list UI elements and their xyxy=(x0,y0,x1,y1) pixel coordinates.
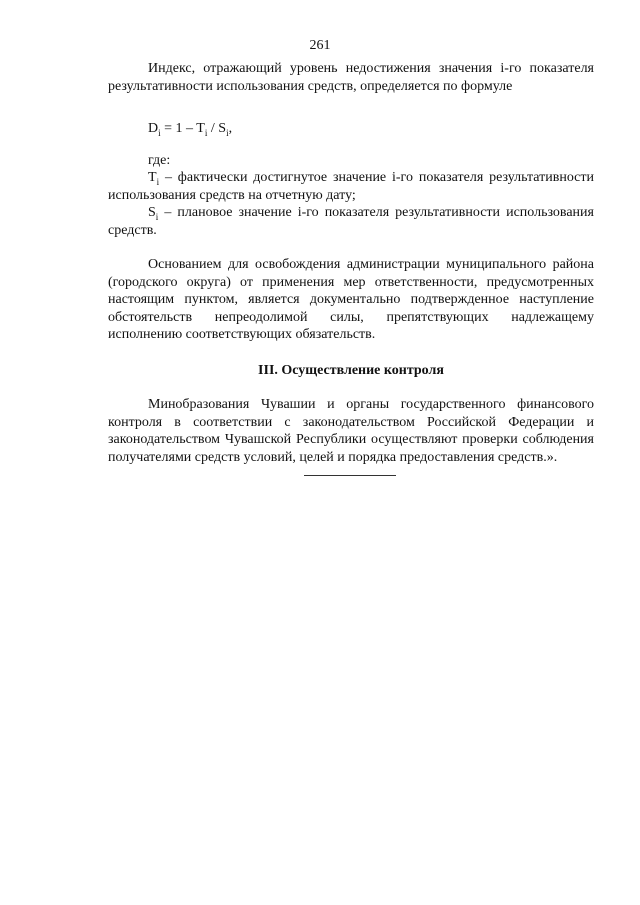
formula xyxy=(108,120,594,138)
formula-t: T xyxy=(196,121,205,136)
definition-t-sub: i xyxy=(156,176,160,187)
page-number: 261 xyxy=(309,38,331,53)
paragraph-index-definition: Индекс, отражающий уровень недостижения значения i-го показателя результативности использования средств, определяется по формуле xyxy=(108,61,594,94)
definition-t-symbol: T xyxy=(148,170,157,185)
paragraph-control: Минобразования Чувашии и органы государственного финансового контроля в соответствии с законодательством Российской Федерации и законодательством Чувашской Республики осуществляют проверки соблюдения получателями средств условий, целей и порядка предоставления средств.». xyxy=(108,397,594,465)
formula-tail: , xyxy=(228,121,233,136)
where-label: где: xyxy=(148,152,171,168)
formula-t-sub: i xyxy=(204,127,208,138)
formula-s-sub: i xyxy=(226,127,229,138)
formula-eq: = 1 – xyxy=(160,121,197,136)
formula-d-sub: i xyxy=(158,127,161,138)
section-heading: III. Осуществление контроля xyxy=(258,362,444,378)
formula-slash: / xyxy=(207,121,219,136)
formula-d: D xyxy=(148,121,159,136)
closing-divider xyxy=(304,475,396,476)
definition-t xyxy=(108,169,594,204)
definition-s xyxy=(108,204,594,239)
formula-s: S xyxy=(218,121,227,136)
definition-s-symbol: S xyxy=(148,205,156,220)
definition-s-sub: i xyxy=(155,211,159,222)
document-body xyxy=(108,60,594,466)
definition-s-text: – плановое значение i-го показателя результативности использования средств. xyxy=(108,205,594,238)
paragraph-basis: Основанием для освобождения администрации муниципального района (городского округа) от применения мер ответственности, предусмотренных настоящим пунктом, является документально подтвержденное наступление обстоятельств непреодолимой силы, препятствующих надлежащему исполнению соответствующих обязательств. xyxy=(108,257,594,342)
definition-t-text: – фактически достигнутое значение i-го показателя результативности использования средств на отчетную дату; xyxy=(108,170,594,203)
